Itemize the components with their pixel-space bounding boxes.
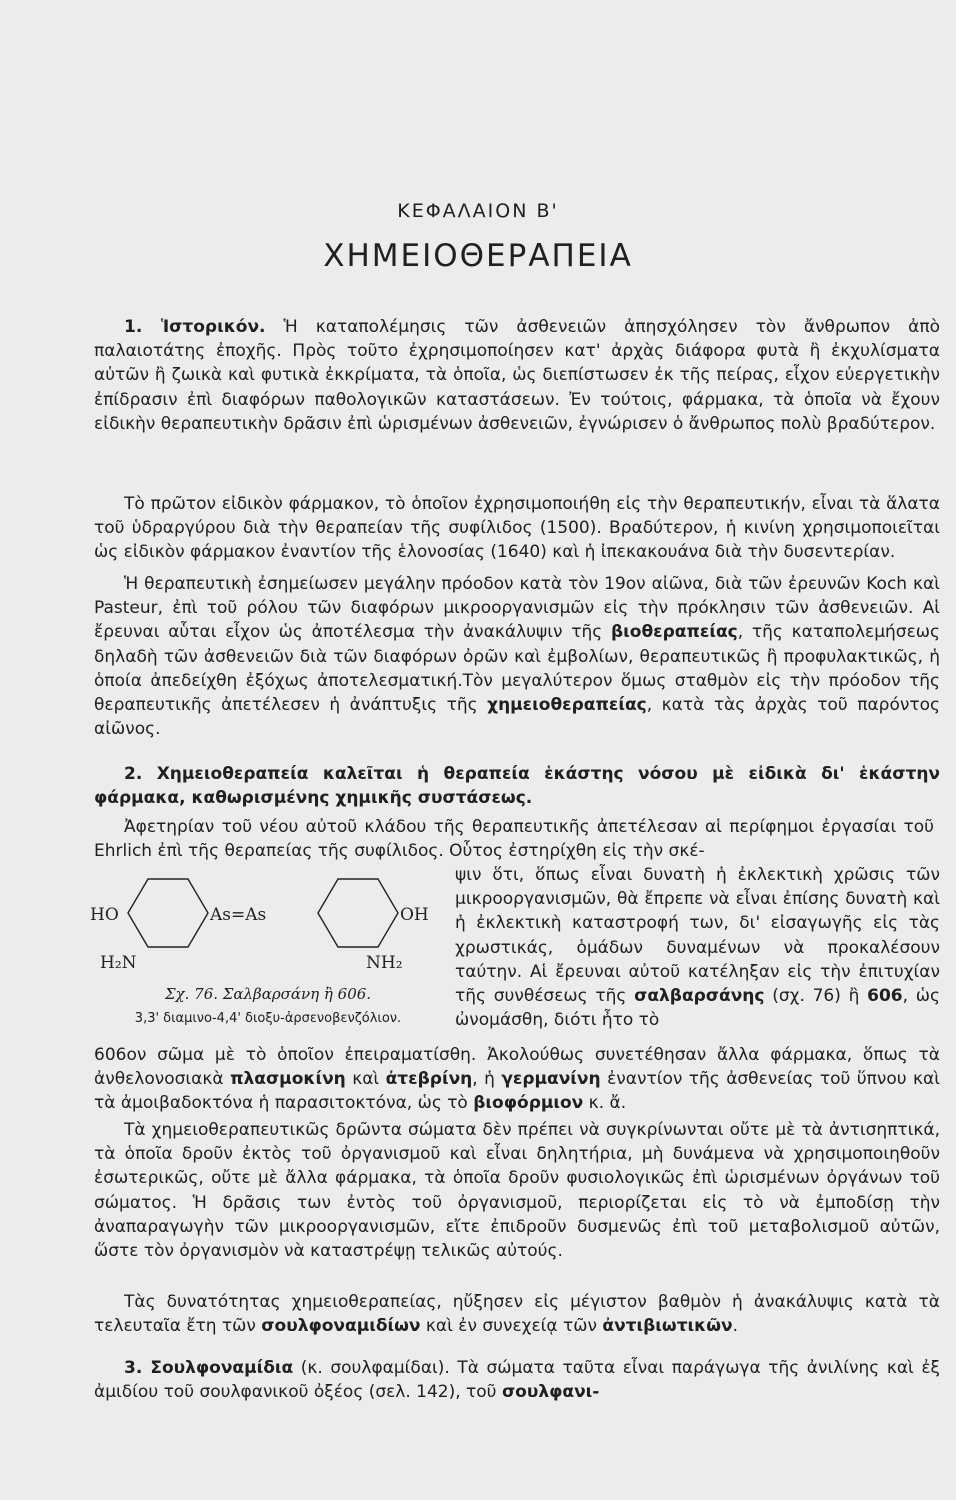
paragraph-ehrlich: Ἀφετηρίαν τοῦ νέου αὐτοῦ κλάδου τῆς θεραπευτικῆς ἀπετέλεσαν αἱ περίφημοι ἐργασίαι τοῦ Ehrlich ἐπὶ τῆς θεραπείας τῆς συφίλιδος. Οὗτος ἐστηρίχθη εἰς τὴν σκέ- — [94, 817, 934, 862]
bold-term: ἀντιβιωτικῶν — [602, 1316, 733, 1337]
text-run: , ἡ — [472, 1069, 502, 1090]
bold-term: βιοθεραπείας — [610, 622, 738, 643]
bold-term: χημειοθεραπείας — [487, 695, 647, 716]
bold-term: σαλβαρσάνης — [634, 986, 765, 1007]
bold-term: ἀτεβρίνη — [385, 1069, 473, 1090]
bold-term: βιοφόρμιον — [473, 1093, 584, 1114]
text-run: Ἡ θεραπευτικὴ ἐσημείωσεν μεγάλην πρόοδον κατὰ τὸν 19ον αἰῶνα, διὰ τῶν ἐρευνῶν Koch καὶ Pasteur, ἐπὶ τοῦ ρόλου τῶν διαφόρων μικροοργανισμῶν εἰς τὴν πρόκλησιν τῶν ἀσθενειῶν. Αἱ ἔρευναι αὗται εἶχον ὡς ἀποτέλεσμα τὴν ἀνακάλυψιν τῆς — [94, 574, 940, 643]
text-run: καὶ — [345, 1069, 386, 1090]
text-run: (κ. σουλφαμίδαι). Τὰ σώματα ταῦτα εἶναι παράγωγα τῆς ἀνιλίνης καὶ ἐξ ἀμιδίου τοῦ σουλφανικοῦ ὀξέος (σελ. 142), τοῦ — [94, 1358, 941, 1403]
bold-term: σουλφοναμιδίων — [261, 1316, 421, 1337]
bold-term: σουλφανι- — [501, 1382, 600, 1403]
section-label: 2. Χημειοθεραπεία — [124, 764, 309, 784]
section-label: 3. Σουλφοναμίδια — [124, 1358, 294, 1378]
text-run: . — [732, 1316, 739, 1337]
text-run: Τὰς δυνατότητας χημειοθεραπείας, ηὔξησεν εἰς μέγιστον βαθμὸν ἡ ἀνακάλυψις κατὰ τὰ τελευταῖα ἔτη τῶν — [94, 1292, 940, 1337]
text-run: , κατὰ τὰς ἀρχὰς τοῦ παρόντος αἰῶνος. — [94, 695, 940, 740]
paragraph-possibilities — [94, 1290, 940, 1338]
text-run: κ. ἄ. — [583, 1093, 627, 1114]
section-label: 1. Ἱστορικόν. — [124, 317, 266, 337]
text-run: (σχ. 76) ἢ — [764, 986, 868, 1007]
definition-text: καλεῖται ἡ θεραπεία ἑκάστης νόσου μὲ εἰδικὰ δι' ἑκάστην φάρμακα, καθωρισμένης χημικῆς συστάσεως. — [94, 764, 940, 809]
paragraph-first-drugs: Τὸ πρῶτον εἰδικὸν φάρμακον, τὸ ὁποῖον ἐχρησιμοποιήθη εἰς τὴν θεραπευτικήν, εἶναι τὰ ἅλατα τοῦ ὑδραργύρου διὰ τὴν θεραπείαν τῆς συφίλιδος (1500). Βραδύτερον, ἡ κινίνη χρησιμοποιεῖται ὡς εἰδικὸν φάρμακον ἐναντίον τῆς ἑλονοσίας (1640) καὶ ἡ ἰπεκακουάνα διὰ τὴν δυσεντερίαν. — [94, 494, 940, 563]
paragraph-ehrlich-continued — [455, 863, 940, 1032]
bold-term: 606 — [867, 986, 903, 1007]
paragraph-other-drugs — [94, 1043, 940, 1116]
hydroxyl-left: HO — [90, 905, 119, 925]
paragraph-text: Ἡ καταπολέμησις τῶν ἀσθενειῶν ἀπησχόλησεν τὸν ἄνθρωπον ἀπὸ παλαιοτάτης ἐποχῆς. Πρὸς τοῦτο ἐχρησιμοποίησεν κατ' ἀρχὰς διάφορα φυτὰ ἢ ἐκχυλίσματα αὐτῶν ἢ ζωικὰ καὶ φυτικὰ ἐκκρίματα, τὰ ὁποῖα, ὡς διεπίστωσεν ἐκ τῆς πείρας, εἶχον εὐεργετικὴν ἐπίδρασιν ἐπὶ διαφόρων παθολογικῶν καταστάσεων. Ἐν τούτοις, φάρμακα, τὰ ὁποῖα νὰ ἔχουν εἰδικὴν θεραπευτικὴν δρᾶσιν ἐπὶ ὡρισμένων ἀσθενειῶν, ἐγνώρισεν ὁ ἄνθρωπος πολὺ βραδύτερον. — [94, 317, 940, 434]
paragraph-comparison: Τὰ χημειοθεραπευτικῶς δρῶντα σώματα δὲν πρέπει νὰ συγκρίνωνται οὔτε μὲ τὰ ἀντισηπτικά, τὰ ὁποῖα δροῦν ἐκτὸς τοῦ ὀργανισμοῦ καὶ εἶναι δηλητήρια, μὴ δυνάμενα νὰ χρησιμοποιηθοῦν ἐσωτερικῶς, οὔτε μὲ ἄλλα φάρμακα, τὰ ὁποῖα δροῦν φυσιολογικῶς ἐπὶ ὡρισμένων ὀργάνων τοῦ σώματος. Ἡ δρᾶσις των ἐντὸς τοῦ ὀργανισμοῦ, περιορίζεται εἰς τὸ νὰ ἐμποδίσῃ τὴν ἀναπαραγωγὴν τῶν μικροοργανισμῶν, εἴτε ἐπιδροῦν δυσμενῶς ἐπὶ τοῦ μεταβολισμοῦ αὐτῶν, ὥστε τὸν ὀργανισμὸν νὰ καταστρέψῃ τελικῶς αὐτούς. — [94, 1120, 940, 1262]
hydroxyl-right: OH — [400, 905, 429, 925]
text-run: , τῆς καταπολεμήσεως δηλαδὴ τῶν ἀσθενειῶν διὰ τῶν διαφόρων ὀρῶν καὶ ἐμβολίων, θεραπευτικῶς ἢ προφυλακτικῶς, ἡ ὁποία ἀπεδείχθη ἐξόχως ἀποτελεσματική.Τὸν μεγαλύτερον ὅμως σταθμὸν εἰς τὴν πρόοδον τῆς θεραπευτικῆς ἀπετέλεσεν ἡ ἀνάπτυξις τῆς — [94, 622, 940, 716]
text-run: , ὡς ὠνομάσθη, διότι ἦτο τὸ — [455, 986, 940, 1031]
paragraph-19th-century — [94, 572, 940, 741]
arseno-bridge: As=As — [210, 905, 267, 925]
amino-left: H₂N — [100, 953, 137, 973]
chapter-title: ΧΗΜΕΙΟΘΕΡΑΠΕΙΑ — [323, 238, 633, 274]
salvarsan-figure — [88, 863, 448, 1033]
text-run: καὶ ἐν συνεχείᾳ τῶν — [420, 1316, 603, 1337]
amino-right: NH₂ — [366, 953, 403, 973]
salvarsan-structure — [88, 863, 448, 983]
text-run: 606ον σῶμα μὲ τὸ ὁποῖον ἐπειραματίσθη. Ἀκολούθως συνετέθησαν ἄλλα φάρμακα, ὅπως τὰ ἀνθελονοσιακὰ — [94, 1045, 940, 1090]
paragraph-history — [94, 315, 940, 436]
bold-term: πλασμοκίνη — [230, 1069, 346, 1090]
benzene-ring-left — [128, 879, 208, 947]
bold-term: γερμανίνη — [501, 1069, 601, 1090]
text-run: ἐναντίον τῆς ἀσθενείας τοῦ ὕπνου καὶ τὰ ἀμοιβαδοκτόνα ἡ παρασιτοκτόνα, ὡς τὸ — [94, 1069, 940, 1114]
chapter-label: ΚΕΦΑΛΑΙΟΝ Β' — [397, 200, 559, 222]
text-run: ψιν ὅτι, ὅπως εἶναι δυνατὴ ἡ ἐκλεκτικὴ χρῶσις τῶν μικροοργανισμῶν, θὰ ἔπρεπε νὰ εἶναι ἐπίσης δυνατὴ καὶ ἡ ἐκλεκτικὴ καταστροφή των, δι' εἰσαγωγῆς εἰς τὰς χρωστικάς, ὁμάδων δυναμένων νὰ προκαλέσουν ταύτην. Αἱ ἔρευναι αὐτοῦ κατέληξαν εἰς τὴν ἐπιτυχίαν τῆς συνθέσεως τῆς — [455, 865, 940, 1007]
figure-caption: Σχ. 76. Σαλβαρσάνη ἢ 606. — [164, 985, 372, 1003]
paragraph-sulfonamides — [94, 1356, 940, 1404]
figure-subcaption: 3,3' διαμινο-4,4' διοξυ-ἀρσενοβενζόλιον. — [134, 1011, 402, 1026]
paragraph-definition — [94, 762, 940, 810]
benzene-ring-right — [318, 879, 398, 947]
